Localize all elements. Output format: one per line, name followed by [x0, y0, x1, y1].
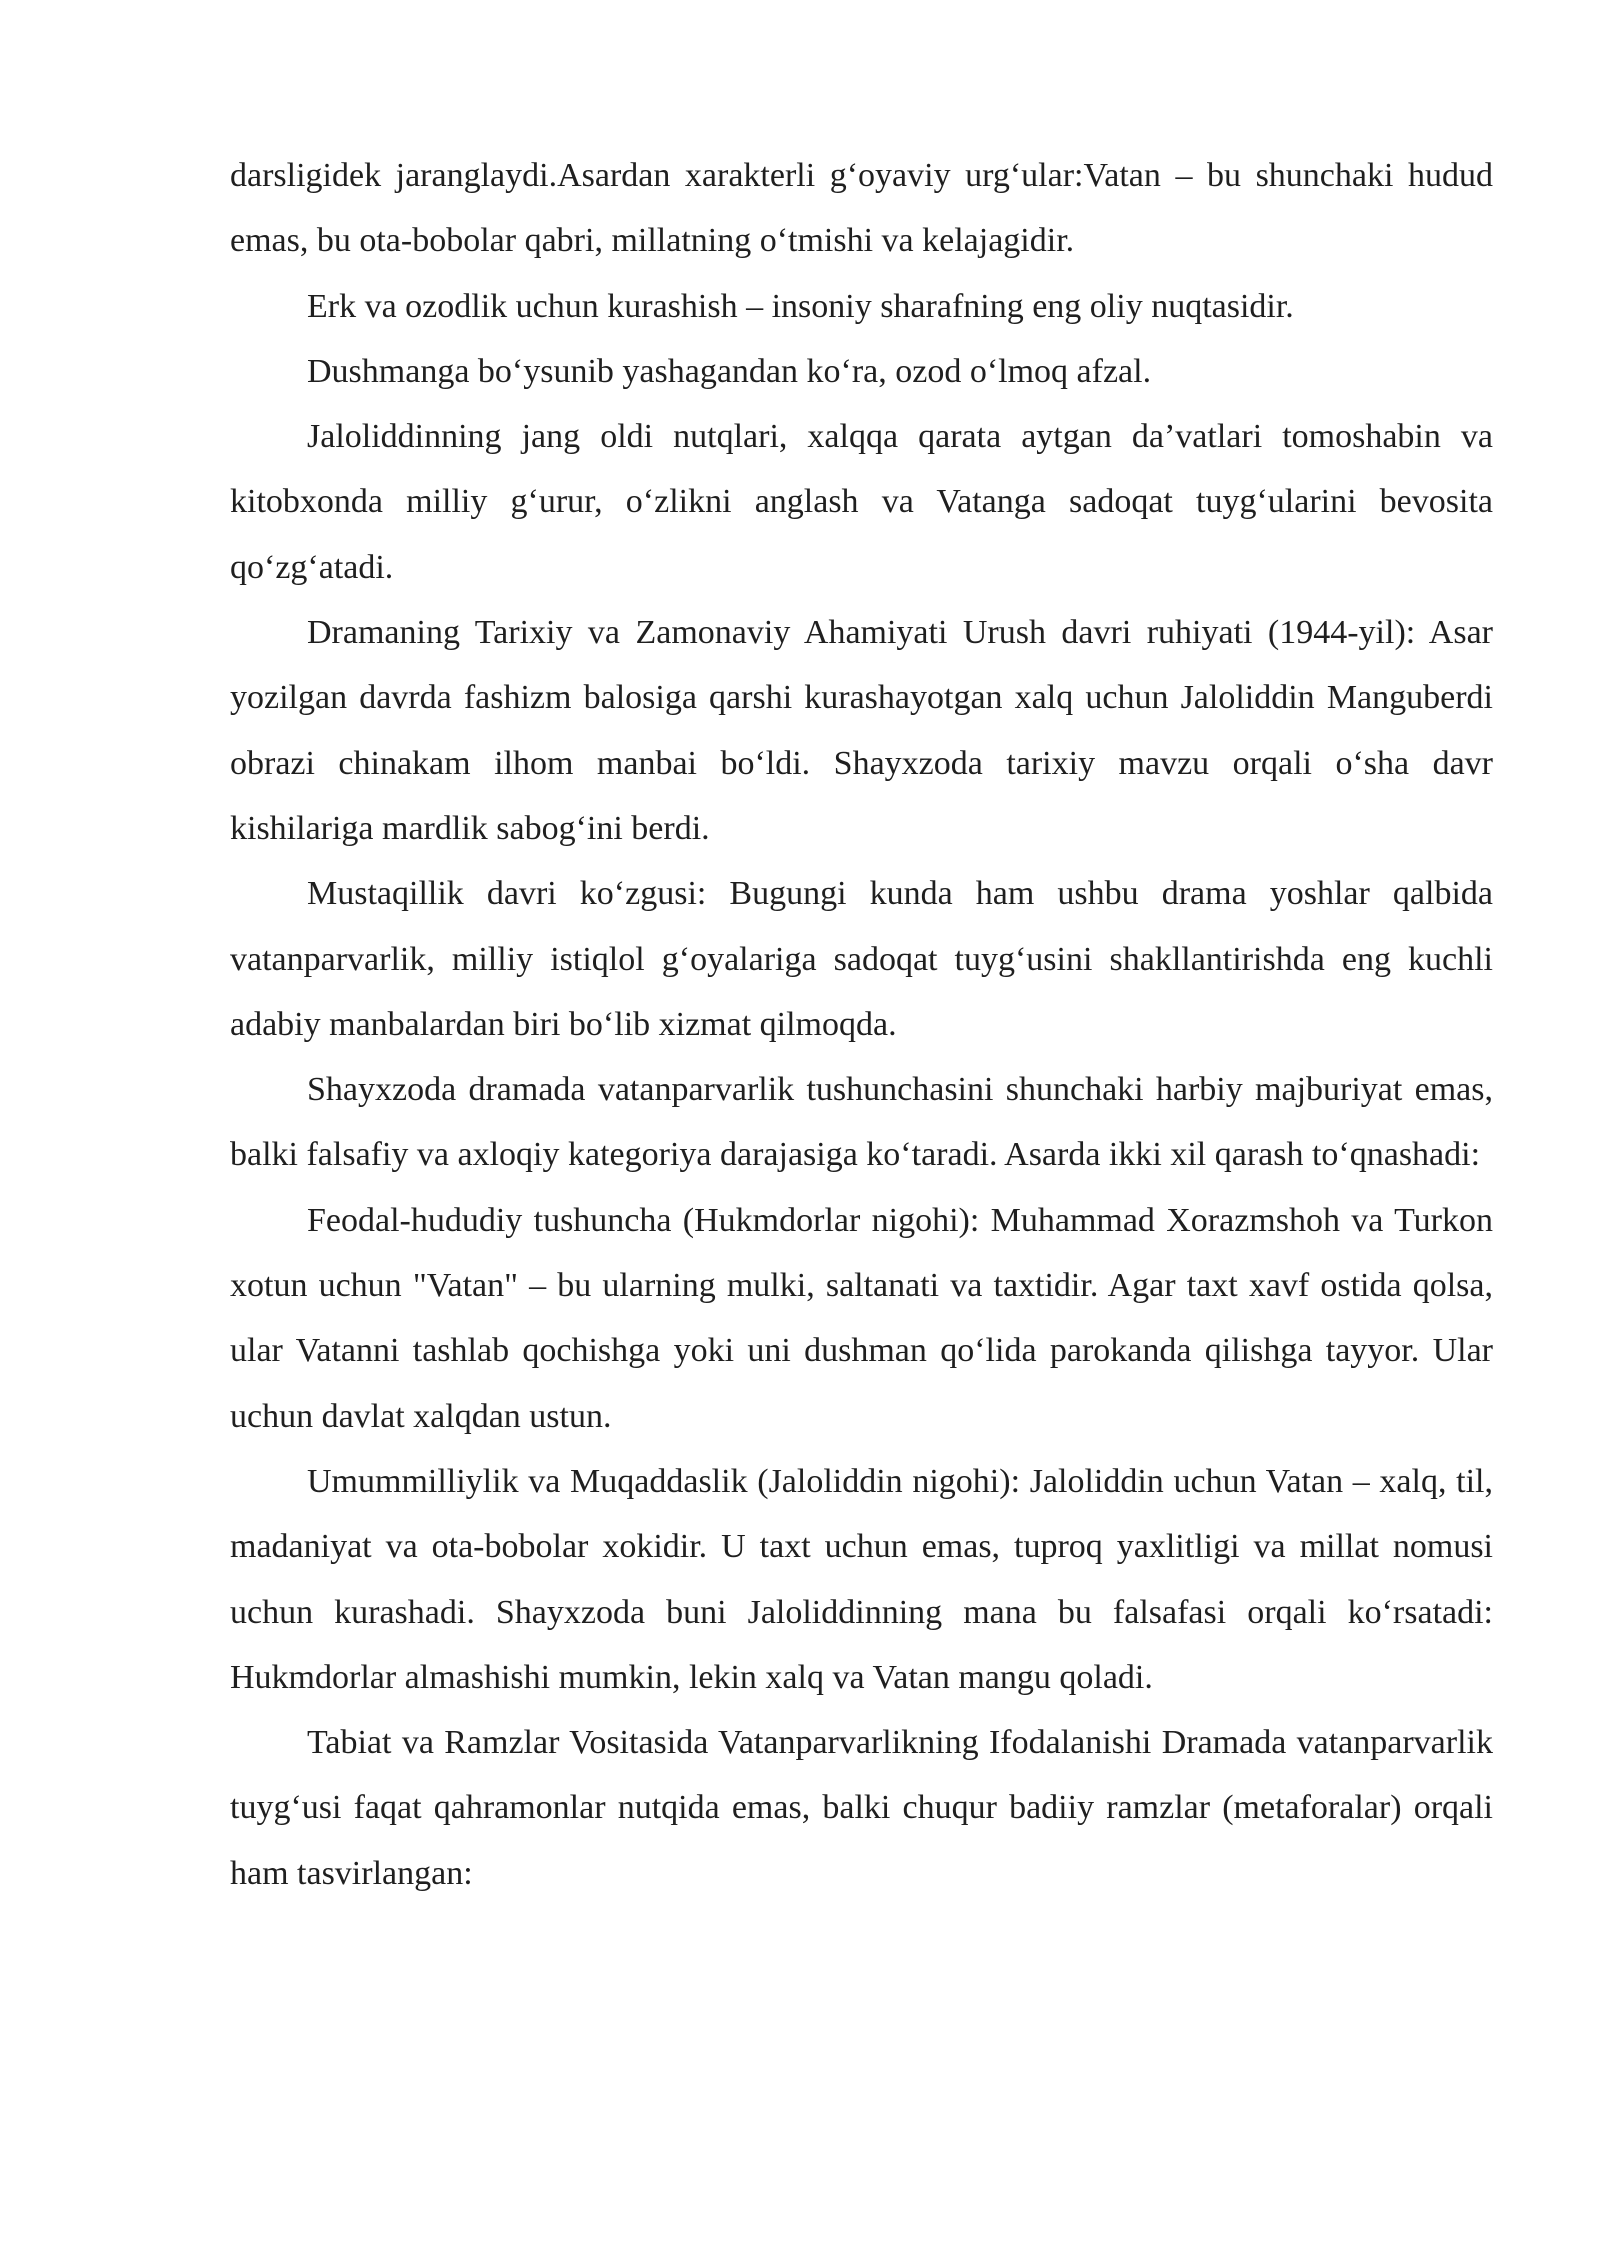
paragraph: Shayxzoda dramada vatanparvarlik tushunchasini shunchaki harbiy majburiyat emas, balki falsafiy va axloqiy kategoriya darajasiga ko‘taradi. Asarda ikki xil qarash to‘qnashadi:	[230, 1071, 1493, 1174]
paragraph: Umummilliylik va Muqaddaslik (Jaloliddin nigohi): Jaloliddin uchun Vatan – xalq, til, madaniyat va ota-bobolar xokidir. U taxt uchun emas, tuproq yaxlitligi va millat nomusi uchun kurashadi. Shayxzoda buni Jaloliddinning mana bu falsafasi orqali ko‘rsatadi: Hukmdorlar almashishi mumkin, lekin xalq va Vatan mangu qoladi.	[230, 1462, 1493, 1696]
body-text	[230, 143, 1493, 1906]
paragraph: Dramaning Tarixiy va Zamonaviy Ahamiyati Urush davri ruhiyati (1944-yil): Asar yozilgan davrda fashizm balosiga qarshi kurashayotgan xalq uchun Jaloliddin Manguberdi obrazi chinakam ilhom manbai bo‘ldi. Shayxzoda tarixiy mavzu orqali o‘sha davr kishilariga mardlik sabog‘ini berdi.	[230, 614, 1493, 847]
paragraph: Jaloliddinning jang oldi nutqlari, xalqqa qarata aytgan da’vatlari tomoshabin va kitobxonda milliy g‘urur, o‘zlikni anglash va Vatanga sadoqat tuyg‘ularini bevosita qo‘zg‘atadi.	[230, 418, 1493, 586]
paragraph: darsligidek jaranglaydi.Asardan xarakterli g‘oyaviy urg‘ular:Vatan – bu shunchaki hudud emas, bu ota-bobolar qabri, millatning o‘tmishi va kelajagidir.	[230, 157, 1493, 260]
paragraph: Feodal-hududiy tushuncha (Hukmdorlar nigohi): Muhammad Xorazmshoh va Turkon xotun uchun "Vatan" – bu ularning mulki, saltanati va taxtidir. Agar taxt xavf ostida qolsa, ular Vatanni tashlab qochishga yoki uni dushman qo‘lida parokanda qilishga tayyor. Ular uchun davlat xalqdan ustun.	[230, 1201, 1493, 1435]
paragraph: Erk va ozodlik uchun kurashish – insoniy sharafning eng oliy nuqtasidir.	[307, 287, 1294, 325]
paragraph: Dushmanga bo‘ysunib yashagandan ko‘ra, ozod o‘lmoq afzal.	[307, 352, 1152, 390]
paragraph: Mustaqillik davri ko‘zgusi: Bugungi kunda ham ushbu drama yoshlar qalbida vatanparvarlik, milliy istiqlol g‘oyalariga sadoqat tuyg‘usini shakllantirishda eng kuchli adabiy manbalardan biri bo‘lib xizmat qilmoqda.	[230, 875, 1493, 1043]
paragraph: Tabiat va Ramzlar Vositasida Vatanparvarlikning Ifodalanishi Dramada vatanparvarlik tuyg‘usi faqat qahramonlar nutqida emas, balki chuqur badiiy ramzlar (metaforalar) orqali ham tasvirlangan:	[230, 1724, 1493, 1892]
